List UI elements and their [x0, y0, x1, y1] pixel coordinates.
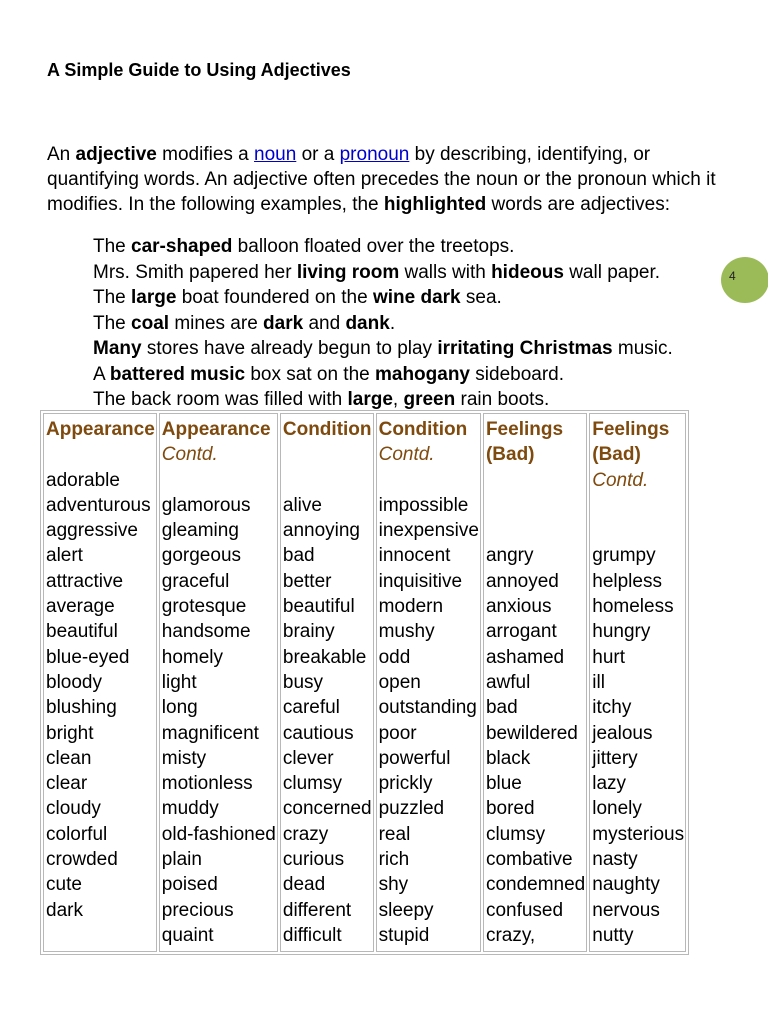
example-sentence: Mrs. Smith papered her living room walls with hideous wall paper.	[93, 261, 661, 283]
intro-paragraph: An adjective modifies a noun or a pronoun by describing, identifying, or quantifying words. An adjective often precedes the noun or the pronoun which it modifies. In the following examples, the highlighted words are adjectives:	[47, 144, 716, 215]
example-sentences	[93, 234, 673, 413]
adjective-word: naughty	[592, 874, 660, 896]
adjective-word: long	[161, 697, 198, 719]
spacer	[162, 468, 276, 493]
adjective-word: old-fashioned	[161, 823, 276, 845]
adjective-word: gleaming	[161, 520, 239, 542]
adjective-word: clumsy	[282, 773, 342, 795]
adjective-word: careful	[282, 697, 340, 719]
adjective-word: inquisitive	[378, 570, 463, 592]
adjective-word: motionless	[161, 773, 253, 795]
term-highlighted: highlighted	[383, 194, 487, 215]
adjective-word: brainy	[282, 621, 335, 643]
column-heading: Condition	[378, 419, 468, 440]
adjective-word: clean	[46, 747, 92, 769]
adjective-word: clumsy	[485, 823, 546, 845]
adjective-word: inexpensive	[378, 520, 479, 542]
adjective-word: glamorous	[161, 494, 251, 516]
column-heading: Feelings	[485, 419, 564, 440]
example-sentence: A battered music box sat on the mahogany sideboard.	[93, 363, 565, 385]
adjective-column	[589, 413, 686, 952]
adjective-word: difficult	[282, 924, 342, 946]
adjective-word: light	[161, 671, 197, 693]
adjective-word: combative	[485, 849, 573, 871]
adjective-word: mysterious	[592, 823, 685, 845]
adjective-word: shy	[378, 874, 409, 896]
adjective-word: odd	[378, 646, 411, 668]
adjective-word: blushing	[46, 697, 117, 719]
adjective-word: adventurous	[46, 494, 151, 516]
adjective-word: different	[282, 899, 352, 921]
adjective-word: sleepy	[378, 899, 434, 921]
adjective-word: handsome	[161, 621, 251, 643]
noun-link[interactable]: noun	[254, 144, 297, 165]
adjective-word: arrogant	[485, 621, 557, 643]
spacer	[379, 468, 479, 493]
table-row	[43, 413, 686, 952]
adjective-word: condemned	[485, 874, 586, 896]
adjective-word: itchy	[592, 697, 632, 719]
adjective-word: grotesque	[161, 596, 247, 618]
column-continued-label: Contd.	[592, 469, 649, 491]
adjective-word: real	[378, 823, 411, 845]
adjective-word: cautious	[282, 722, 354, 744]
page-number: 4	[729, 269, 736, 283]
spacer	[592, 518, 684, 543]
adjective-table	[40, 410, 689, 955]
adjective-word: lazy	[592, 773, 627, 795]
spacer	[592, 493, 684, 518]
adjective-word: muddy	[161, 798, 219, 820]
adjective-word: ashamed	[485, 646, 565, 668]
adjective-word: modern	[378, 596, 444, 618]
adjective-column	[280, 413, 374, 952]
adjective-word: clear	[46, 773, 88, 795]
column-heading-qualifier: (Bad)	[485, 444, 535, 466]
adjective-word: quaint	[161, 924, 214, 946]
adjective-word: crowded	[46, 849, 118, 871]
adjective-word: bewildered	[485, 722, 578, 744]
adjective-word: open	[378, 671, 421, 693]
adjective-word: annoyed	[485, 570, 559, 592]
adjective-word: dark	[46, 899, 83, 921]
column-heading: Condition	[282, 419, 372, 440]
adjective-word: plain	[161, 849, 202, 871]
term-adjective: adjective	[75, 144, 157, 165]
adjective-word: bad	[282, 545, 315, 567]
adjective-word: curious	[282, 849, 345, 871]
adjective-word: alive	[282, 494, 322, 516]
adjective-word: innocent	[378, 545, 451, 567]
adjective-word: blue-eyed	[46, 646, 130, 668]
adjective-word: misty	[161, 747, 207, 769]
spacer	[486, 468, 585, 493]
adjective-word: bad	[485, 697, 518, 719]
adjective-word: breakable	[282, 646, 367, 668]
adjective-word: bored	[485, 798, 535, 820]
adjective-word: clever	[282, 747, 334, 769]
column-continued-label: Contd.	[378, 444, 435, 466]
adjective-word: magnificent	[161, 722, 259, 744]
adjective-word: average	[46, 596, 115, 618]
adjective-word: cloudy	[46, 798, 101, 820]
adjective-word: angry	[485, 545, 534, 567]
spacer	[46, 442, 155, 467]
adjective-word: lonely	[592, 798, 642, 820]
adjective-word: impossible	[378, 494, 469, 516]
adjective-word: puzzled	[378, 798, 445, 820]
adjective-word: beautiful	[46, 621, 118, 643]
adjective-word: poised	[161, 874, 218, 896]
adjective-word: mushy	[378, 621, 435, 643]
spacer	[486, 518, 585, 543]
adjective-word: annoying	[282, 520, 360, 542]
spacer	[283, 468, 372, 493]
adjective-word: adorable	[46, 469, 120, 491]
spacer	[283, 442, 372, 467]
example-sentence: The car-shaped balloon floated over the treetops.	[93, 236, 515, 257]
adjective-column	[376, 413, 481, 952]
column-heading: Feelings	[592, 419, 670, 440]
adjective-word: hurt	[592, 646, 625, 668]
column-heading-qualifier: (Bad)	[592, 444, 641, 466]
adjective-word: aggressive	[46, 520, 138, 542]
page-number-badge	[721, 257, 768, 303]
spacer	[486, 493, 585, 518]
adjective-word: bright	[46, 722, 94, 744]
adjective-word: homeless	[592, 596, 674, 618]
adjective-word: helpless	[592, 570, 662, 592]
adjective-word: confused	[485, 899, 564, 921]
adjective-word: rich	[378, 849, 410, 871]
adjective-word: blue	[485, 773, 522, 795]
adjective-word: outstanding	[378, 697, 477, 719]
adjective-word: nasty	[592, 849, 638, 871]
adjective-word: nutty	[592, 924, 634, 946]
example-sentence: The back room was filled with large, green rain boots.	[93, 389, 550, 410]
adjective-word: precious	[161, 899, 234, 921]
adjective-word: awful	[485, 671, 531, 693]
adjective-word: jealous	[592, 722, 653, 744]
example-sentence: The coal mines are dark and dank.	[93, 312, 396, 334]
adjective-word: alert	[46, 545, 83, 567]
adjective-word: dead	[282, 874, 326, 896]
adjective-word: homely	[161, 646, 224, 668]
page-title: A Simple Guide to Using Adjectives	[47, 60, 351, 80]
adjective-word: prickly	[378, 773, 433, 795]
adjective-word: powerful	[378, 747, 451, 769]
adjective-word: crazy,	[485, 924, 536, 946]
adjective-column	[43, 413, 157, 952]
adjective-word: anxious	[485, 596, 552, 618]
adjective-word: stupid	[378, 924, 430, 946]
adjective-word: attractive	[46, 570, 124, 592]
example-sentence: The large boat foundered on the wine dark sea.	[93, 287, 502, 308]
example-sentence: Many stores have already begun to play irritating Christmas music.	[93, 338, 673, 359]
adjective-word: jittery	[592, 747, 638, 769]
adjective-column	[483, 413, 587, 952]
adjective-word: beautiful	[282, 596, 355, 618]
column-continued-label: Contd.	[161, 444, 218, 466]
adjective-word: cute	[46, 874, 82, 896]
column-heading: Appearance	[161, 419, 271, 440]
adjective-word: better	[282, 570, 332, 592]
adjective-word: grumpy	[592, 545, 656, 567]
adjective-word: colorful	[46, 823, 108, 845]
adjective-column	[159, 413, 278, 952]
adjective-word: nervous	[592, 899, 660, 921]
adjective-word: crazy	[282, 823, 329, 845]
adjective-word: graceful	[161, 570, 230, 592]
adjective-word: gorgeous	[161, 545, 242, 567]
adjective-word: busy	[282, 671, 324, 693]
column-heading: Appearance	[46, 419, 155, 440]
adjective-word: hungry	[592, 621, 651, 643]
adjective-word: ill	[592, 671, 605, 693]
adjective-word: bloody	[46, 671, 102, 693]
adjective-word: concerned	[282, 798, 372, 820]
adjective-word: black	[485, 747, 531, 769]
adjective-word: poor	[378, 722, 417, 744]
pronoun-link[interactable]: pronoun	[339, 144, 410, 165]
